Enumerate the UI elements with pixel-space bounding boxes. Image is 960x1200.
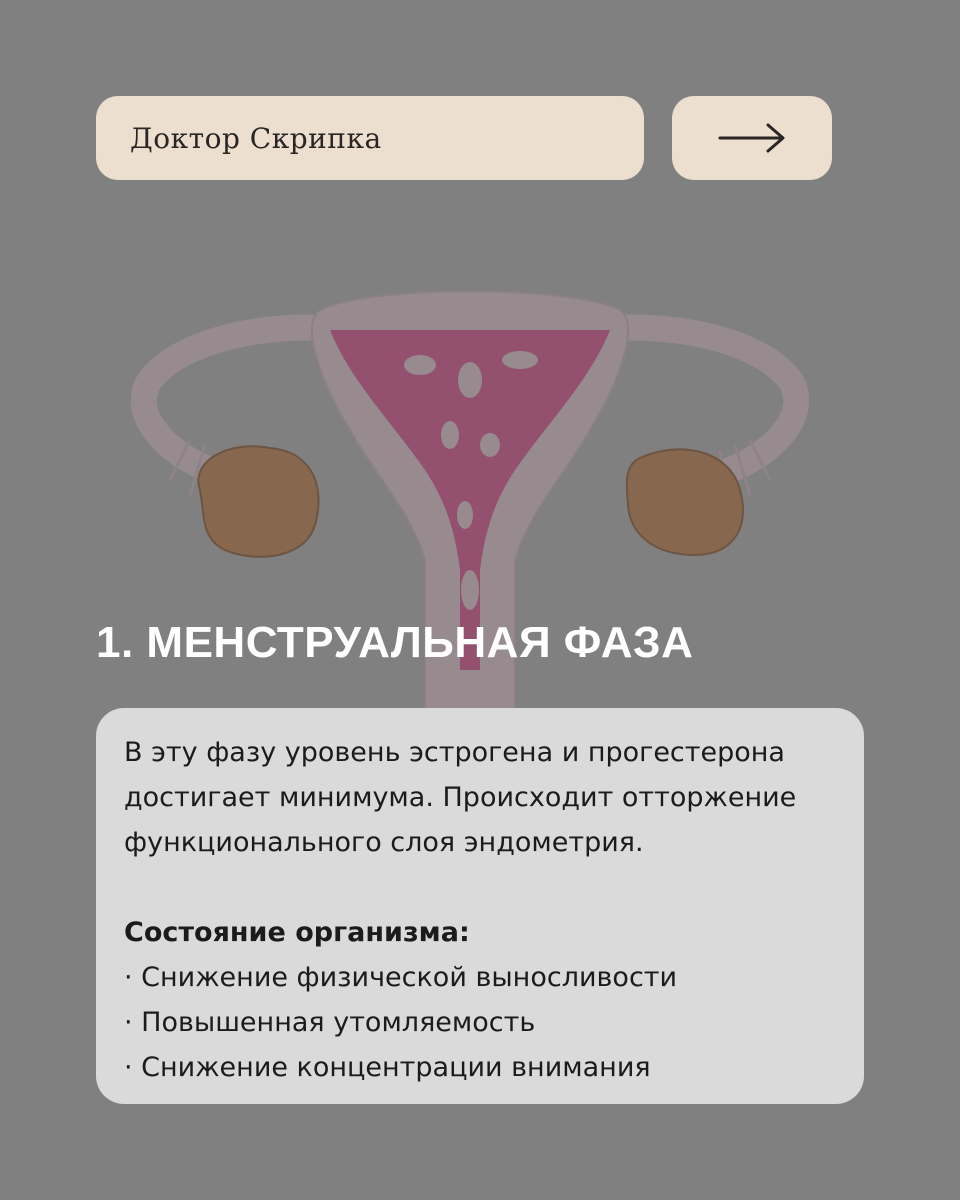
list-item: · Снижение физической выносливости	[124, 955, 836, 1000]
info-card	[96, 708, 864, 1104]
arrow-right-icon	[716, 121, 788, 155]
phase-title: 1. МЕНСТРУАЛЬНАЯ ФАЗА	[96, 618, 694, 667]
list-item: · Снижение концентрации внимания	[124, 1045, 836, 1090]
next-button[interactable]	[672, 96, 832, 180]
right-ovary	[627, 449, 743, 555]
list-item: · Повышенная утомляемость	[124, 1000, 836, 1045]
left-ovary	[198, 446, 318, 557]
brand-name: Доктор Скрипка	[130, 121, 382, 155]
state-list	[124, 955, 836, 1090]
phase-description: В эту фазу уровень эстрогена и прогестерона достигает минимума. Происходит отторжение функционального слоя эндометрия.	[124, 737, 797, 858]
state-heading: Состояние организма:	[124, 917, 470, 948]
uterus-illustration	[120, 270, 820, 740]
brand-pill	[96, 96, 644, 180]
